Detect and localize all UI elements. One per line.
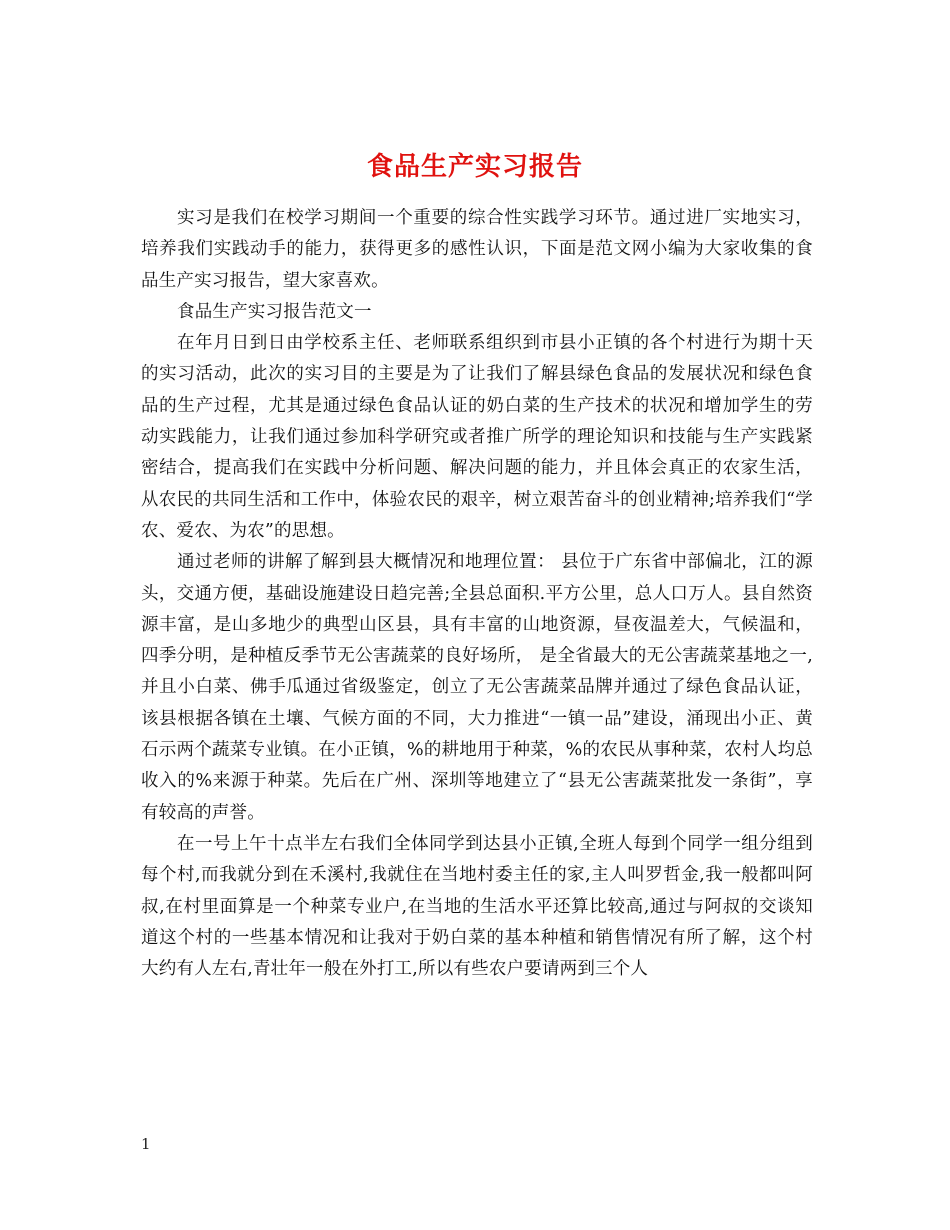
section-heading: 食品生产实习报告范文一 [177,301,372,322]
page-number: 1 [141,1135,151,1153]
body-paragraph: 在一号上午十点半左右我们全体同学到达县小正镇,全班人每到个同学一组分组到每个村,而我就分到在禾溪村,我就住在当地村委主任的家,主人叫罗哲金,我一般都叫阿叔,在村里面算是一个种菜专业户,在当地的生活水平还算比较高,通过与阿叔的交谈知道这个村的一些基本情况和让我对于奶白菜的基本种植和销售情况有所了解，这个村大约有人左右,青壮年一般在外打工,所以有些农户要请两到三个人 [141,833,813,980]
intro-paragraph: 实习是我们在校学习期间一个重要的综合性实践学习环节。通过进厂实地实习，培养我们实践动手的能力，获得更多的感性认识，下面是范文网小编为大家收集的食品生产实习报告，望大家喜欢。 [141,208,813,291]
body-paragraph: 通过老师的讲解了解到县大概情况和地理位置： 县位于广东省中部偏北，江的源头，交通方便，基础设施建设日趋完善;全县总面积.平方公里，总人口万人。县自然资源丰富，是山多地少的典型山区县，具有丰富的山地资源，昼夜温差大，气候温和，四季分明，是种植反季节无公害蔬菜的良好场所， 是全省最大的无公害蔬菜基地之一,并且小白菜、佛手瓜通过省级鉴定，创立了无公害蔬菜品牌并通过了绿色食品认证，该县根据各镇在土壤、气候方面的不同，大力推进“一镇一品”建设，涌现出小正、黄石示两个蔬菜专业镇。在小正镇，%的耕地用于种菜，%的农民从事种菜，农村人均总收入的%来源于种菜。先后在广州、深圳等地建立了“县无公害蔬菜批发一条街”，享有较高的声誉。 [141,552,813,823]
body-paragraph: 在年月日到日由学校系主任、老师联系组织到市县小正镇的各个村进行为期十天的实习活动，此次的实习目的主要是为了让我们了解县绿色食品的发展状况和绿色食品的生产过程，尤其是通过绿色食品认证的奶白菜的生产技术的状况和增加学生的劳动实践能力，让我们通过参加科学研究或者推广所学的理论知识和技能与生产实践紧密结合，提高我们在实践中分析问题、解决问题的能力，并且体会真正的农家生活，从农民的共同生活和工作中，体验农民的艰辛，树立艰苦奋斗的创业精神;培养我们“学农、爱农、为农”的思想。 [141,333,813,541]
document-body [141,203,813,985]
document-title: 食品生产实习报告 [366,152,583,183]
